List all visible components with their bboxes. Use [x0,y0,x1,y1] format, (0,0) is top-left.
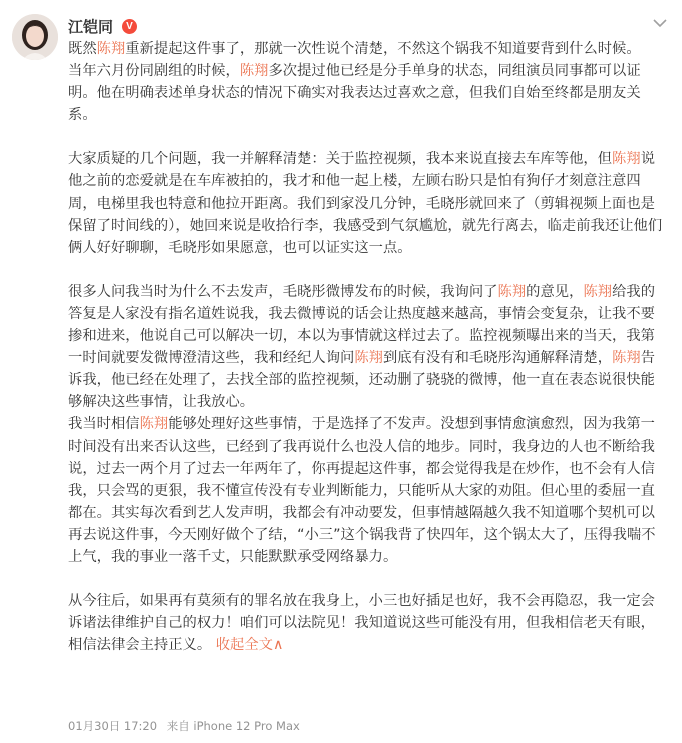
chevron-down-icon[interactable] [651,16,669,30]
post-text: 告诉我，他已经在处理了，去找全部的监控视频，还动删了骁骁的微博，他一直在表态说很快能够解决这些事情，让我放心。 我当时相信 [68,350,656,433]
post-paragraph [68,38,664,126]
paragraph-gap [68,568,664,590]
avatar-image [12,14,58,60]
avatar[interactable] [12,14,58,60]
post-text: 从今往后，如果再有莫须有的罪名放在我身上，小三也好插足也好，我不会再隐忍，我一定会诉诸法律维护自己的权力！咱们可以法院见！我知道说这些可能没有用，但我相信老天有眼，相信法律会主持正义。 [68,593,655,654]
post-paragraph [68,148,664,258]
post-text: 大家质疑的几个问题，我一并解释清楚：关于监控视频，我本来说直接去车库等他，但 [68,151,613,168]
post-paragraph [68,590,664,656]
paragraph-gap [68,259,664,281]
post-body [68,38,664,656]
mention-link[interactable]: 陈翔 [96,41,126,57]
post-text: 给我的答复是人家没有指名道姓说我，我去微博说的话会让热度越来越高，事情会变复杂，让我不要掺和进来，他说自己可以解决一切，本以为事情就这样过去了。监控视频曝出来的当天，我第一时间就要发微博澄清这些，我和经纪人询问 [68,283,656,367]
mention-link[interactable]: 陈翔 [139,416,169,433]
collapse-text-link[interactable]: 收起全文 [215,637,274,654]
mention-link[interactable]: 陈翔 [497,283,527,300]
post-paragraph [68,281,664,568]
post-text: 重新提起这件事了，那就一次性说个清楚，不然这个锅我不知道要背到什么时候。 当年六月份同剧组的时候， [68,41,641,80]
collapse-text-link[interactable]: ∧ [273,637,284,654]
post-text: 到底有没有和毛晓彤沟通解释清楚， [382,350,613,367]
post-text: 的意见， [526,283,584,300]
username[interactable]: 江铠同 [68,18,114,36]
mention-link[interactable]: 陈翔 [583,283,613,300]
post-text: 既然 [68,41,97,57]
post-meta [68,718,306,734]
mention-link[interactable]: 陈翔 [239,63,269,80]
verified-badge-icon: V [122,19,137,34]
post-timestamp[interactable]: 01月30日 17:20 [68,719,158,733]
post-text: 能够处理好这些事情，于是选择了不发声。没想到事情愈演愈烈，因为我第一时间没有出来否认这些，已经到了我再说什么也没人信的地步。同时，我身边的人也不断给我说，过去一两个月了过去一年两年了，你再提起这件事，都会觉得我是在炒作，也不会有人信我，只会骂的更狠，我不懂宣传没有专业判断能力，只能听从大家的劝阻。但心里的委屈一直都在。其实每次看到艺人发声明，我都会有冲动要发，但事情越隔越久我不知道哪个契机可以再去说这件事，今天刚好做个了结，“小三”这个锅我背了快四年，这个锅太大了，压得我喘不上气，我的事业一落千丈，只能默默承受网络暴力。 [68,416,656,565]
paragraph-gap [68,126,664,148]
post-text: 多次提过他已经是分手单身的状态，同组演员同事都可以证明。他在明确表述单身状态的情况下确实对我表达过喜欢之意，但我们自始至终都是朋友关系。 [68,63,641,124]
mention-link[interactable]: 陈翔 [612,350,641,367]
post-source[interactable]: 来自 iPhone 12 Pro Max [166,719,300,733]
mention-link[interactable]: 陈翔 [612,151,641,168]
post-text: 很多人问我当时为什么不去发声，毛晓彤微博发布的时候，我询问了 [68,283,498,300]
post-text: 说他之前的恋爱就是在车库被拍的，我才和他一起上楼，左顾右盼只是怕有狗仔才刻意注意四周，电梯里我也特意和他拉开距离。我们到家没几分钟，毛晓彤就回来了（剪辑视频上面也是保留了时间线的），她回来说是收拾行李，我感受到气氛尴尬，就先行离去，临走前我还让他们俩人好好聊聊，毛晓彤如果愿意，也可以证实这一点。 [68,151,663,256]
mention-link[interactable]: 陈翔 [354,350,383,367]
